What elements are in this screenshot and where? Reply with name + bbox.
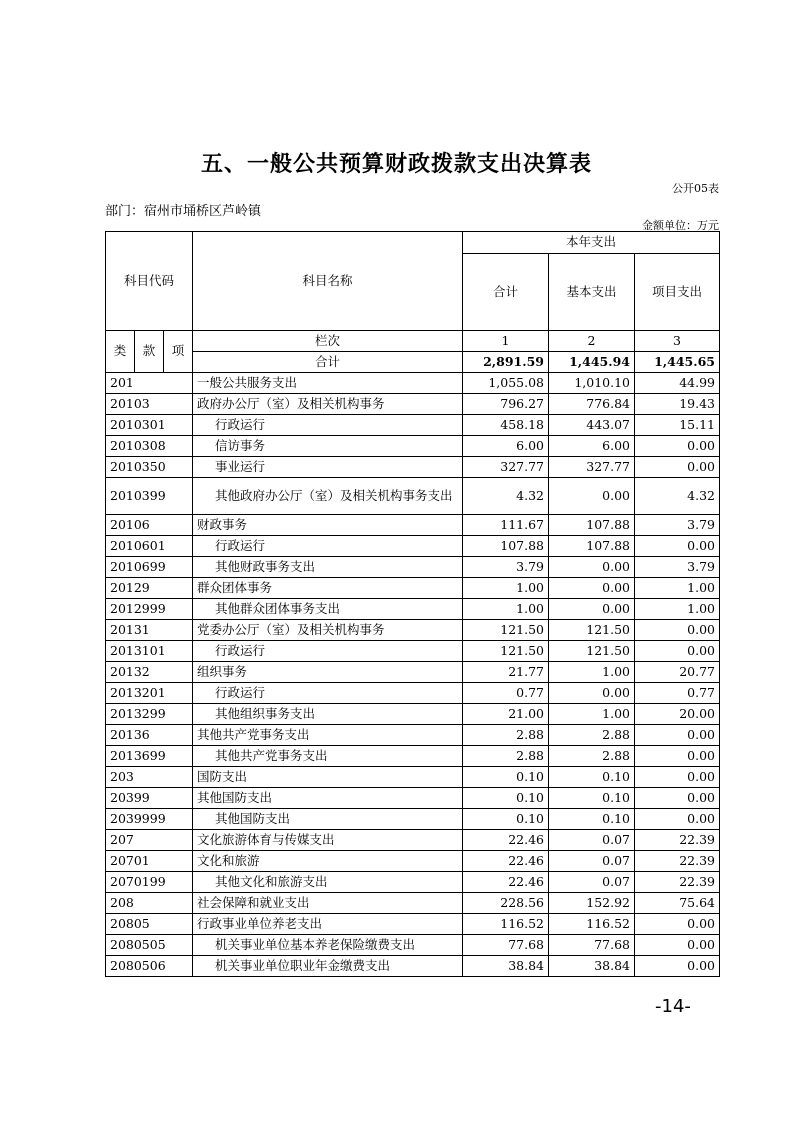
row-project: 0.00 — [635, 935, 720, 956]
header-kuan: 款 — [135, 331, 164, 373]
row-project: 75.64 — [635, 893, 720, 914]
row-code: 20132 — [106, 662, 193, 683]
row-total: 107.88 — [463, 536, 549, 557]
row-total: 121.50 — [463, 641, 549, 662]
summary-label: 合计 — [193, 352, 463, 373]
header-basic: 基本支出 — [549, 254, 635, 331]
row-basic: 327.77 — [549, 457, 635, 478]
row-name: 群众团体事务 — [193, 578, 463, 599]
row-project: 20.00 — [635, 704, 720, 725]
row-name: 行政运行 — [193, 683, 463, 704]
row-total: 327.77 — [463, 457, 549, 478]
row-project: 0.00 — [635, 809, 720, 830]
row-project: 19.43 — [635, 394, 720, 415]
table-row — [106, 767, 720, 788]
row-project: 0.00 — [635, 620, 720, 641]
row-name: 其他共产党事务支出 — [193, 746, 463, 767]
row-total: 6.00 — [463, 436, 549, 457]
row-project: 0.00 — [635, 914, 720, 935]
summary-total: 2,891.59 — [463, 352, 549, 373]
row-name: 财政事务 — [193, 515, 463, 536]
table-row — [106, 809, 720, 830]
header-project: 项目支出 — [635, 254, 720, 331]
table-row — [106, 872, 720, 893]
row-code: 207 — [106, 830, 193, 851]
row-total: 22.46 — [463, 872, 549, 893]
row-code: 20131 — [106, 620, 193, 641]
row-project: 22.39 — [635, 872, 720, 893]
row-code: 20136 — [106, 725, 193, 746]
row-code: 2039999 — [106, 809, 193, 830]
row-basic: 77.68 — [549, 935, 635, 956]
row-name: 其他共产党事务支出 — [193, 725, 463, 746]
row-total: 38.84 — [463, 956, 549, 977]
table-row — [106, 746, 720, 767]
row-basic: 6.00 — [549, 436, 635, 457]
row-total: 796.27 — [463, 394, 549, 415]
row-code: 20399 — [106, 788, 193, 809]
row-project: 0.00 — [635, 457, 720, 478]
row-total: 1.00 — [463, 599, 549, 620]
row-code: 20129 — [106, 578, 193, 599]
row-code: 20805 — [106, 914, 193, 935]
row-basic: 116.52 — [549, 914, 635, 935]
department-label: 部门：宿州市埇桥区芦岭镇 — [105, 204, 262, 219]
row-basic: 107.88 — [549, 536, 635, 557]
row-project: 0.00 — [635, 536, 720, 557]
row-total: 21.00 — [463, 704, 549, 725]
row-name: 文化旅游体育与传媒支出 — [193, 830, 463, 851]
row-total: 22.46 — [463, 851, 549, 872]
row-code: 20106 — [106, 515, 193, 536]
row-project: 0.00 — [635, 641, 720, 662]
row-basic: 0.10 — [549, 809, 635, 830]
table-row — [106, 704, 720, 725]
row-code: 2012999 — [106, 599, 193, 620]
row-code: 208 — [106, 893, 193, 914]
row-basic: 0.07 — [549, 872, 635, 893]
row-basic: 0.10 — [549, 767, 635, 788]
row-total: 3.79 — [463, 557, 549, 578]
row-basic: 2.88 — [549, 725, 635, 746]
table-row — [106, 788, 720, 809]
row-project: 4.32 — [635, 478, 720, 515]
table-row — [106, 914, 720, 935]
row-project: 3.79 — [635, 515, 720, 536]
table-row — [106, 662, 720, 683]
row-name: 行政运行 — [193, 641, 463, 662]
row-code: 2010350 — [106, 457, 193, 478]
table-row — [106, 515, 720, 536]
expenditure-table — [105, 231, 720, 977]
table-row — [106, 851, 720, 872]
row-name: 机关事业单位职业年金缴费支出 — [193, 956, 463, 977]
row-code: 2080506 — [106, 956, 193, 977]
row-total: 116.52 — [463, 914, 549, 935]
row-basic: 0.00 — [549, 599, 635, 620]
header-name: 科目名称 — [193, 232, 463, 331]
row-code: 2010601 — [106, 536, 193, 557]
row-project: 1.00 — [635, 578, 720, 599]
row-name: 其他文化和旅游支出 — [193, 872, 463, 893]
row-name: 其他组织事务支出 — [193, 704, 463, 725]
row-name: 行政事业单位养老支出 — [193, 914, 463, 935]
row-name: 其他国防支出 — [193, 788, 463, 809]
header-lei: 类 — [106, 331, 135, 373]
row-basic: 152.92 — [549, 893, 635, 914]
row-code: 203 — [106, 767, 193, 788]
table-row — [106, 935, 720, 956]
table-row — [106, 436, 720, 457]
header-year-total: 本年支出 — [463, 232, 720, 254]
row-code: 20103 — [106, 394, 193, 415]
row-project: 0.00 — [635, 725, 720, 746]
row-project: 0.00 — [635, 767, 720, 788]
row-total: 21.77 — [463, 662, 549, 683]
row-code: 2013101 — [106, 641, 193, 662]
header-col-3: 3 — [635, 331, 720, 352]
row-project: 0.00 — [635, 956, 720, 977]
row-name: 党委办公厅（室）及相关机构事务 — [193, 620, 463, 641]
table-row — [106, 956, 720, 977]
table-row — [106, 415, 720, 436]
row-project: 15.11 — [635, 415, 720, 436]
table-row — [106, 641, 720, 662]
table-row — [106, 620, 720, 641]
row-name: 政府办公厅（室）及相关机构事务 — [193, 394, 463, 415]
row-total: 2.88 — [463, 746, 549, 767]
row-basic: 38.84 — [549, 956, 635, 977]
row-basic: 0.00 — [549, 578, 635, 599]
unit-label: 金额单位：万元 — [642, 219, 719, 232]
row-basic: 0.00 — [549, 683, 635, 704]
row-code: 2013699 — [106, 746, 193, 767]
page-title: 五、一般公共预算财政拨款支出决算表 — [200, 152, 592, 177]
header-xiang: 项 — [164, 331, 193, 373]
row-total: 111.67 — [463, 515, 549, 536]
row-total: 1,055.08 — [463, 373, 549, 394]
row-name: 文化和旅游 — [193, 851, 463, 872]
row-code: 2010399 — [106, 478, 193, 515]
row-name: 行政运行 — [193, 415, 463, 436]
row-total: 22.46 — [463, 830, 549, 851]
table-row — [106, 599, 720, 620]
row-project: 0.00 — [635, 746, 720, 767]
table-row — [106, 893, 720, 914]
row-basic: 0.07 — [549, 851, 635, 872]
row-project: 1.00 — [635, 599, 720, 620]
row-total: 4.32 — [463, 478, 549, 515]
header-code: 科目代码 — [106, 232, 193, 331]
row-name: 其他群众团体事务支出 — [193, 599, 463, 620]
row-project: 44.99 — [635, 373, 720, 394]
row-total: 0.77 — [463, 683, 549, 704]
summary-basic: 1,445.94 — [549, 352, 635, 373]
row-name: 事业运行 — [193, 457, 463, 478]
row-name: 组织事务 — [193, 662, 463, 683]
row-total: 1.00 — [463, 578, 549, 599]
summary-project: 1,445.65 — [635, 352, 720, 373]
table-row — [106, 578, 720, 599]
row-total: 458.18 — [463, 415, 549, 436]
row-code: 20701 — [106, 851, 193, 872]
row-name: 其他政府办公厅（室）及相关机构事务支出 — [193, 478, 463, 515]
row-basic: 2.88 — [549, 746, 635, 767]
page-number: -14- — [655, 996, 691, 1017]
row-project: 22.39 — [635, 830, 720, 851]
row-total: 2.88 — [463, 725, 549, 746]
row-code: 2013299 — [106, 704, 193, 725]
table-row — [106, 478, 720, 515]
row-code: 2010308 — [106, 436, 193, 457]
row-code: 2010301 — [106, 415, 193, 436]
header-total: 合计 — [463, 254, 549, 331]
row-basic: 0.00 — [549, 478, 635, 515]
row-name: 行政运行 — [193, 536, 463, 557]
table-row — [106, 830, 720, 851]
row-project: 0.00 — [635, 436, 720, 457]
row-code: 201 — [106, 373, 193, 394]
row-code: 2070199 — [106, 872, 193, 893]
table-row — [106, 457, 720, 478]
table-row — [106, 536, 720, 557]
row-basic: 1.00 — [549, 662, 635, 683]
row-basic: 443.07 — [549, 415, 635, 436]
row-basic: 107.88 — [549, 515, 635, 536]
row-name: 信访事务 — [193, 436, 463, 457]
row-basic: 0.10 — [549, 788, 635, 809]
form-number: 公开05表 — [672, 182, 719, 195]
row-code: 2010699 — [106, 557, 193, 578]
table-row — [106, 725, 720, 746]
row-total: 0.10 — [463, 788, 549, 809]
row-code: 2080505 — [106, 935, 193, 956]
row-name: 其他财政事务支出 — [193, 557, 463, 578]
row-basic: 0.00 — [549, 557, 635, 578]
table-row — [106, 373, 720, 394]
row-project: 20.77 — [635, 662, 720, 683]
header-col-label: 栏次 — [193, 331, 463, 352]
table-row — [106, 557, 720, 578]
table-row — [106, 683, 720, 704]
row-basic: 121.50 — [549, 620, 635, 641]
row-total: 228.56 — [463, 893, 549, 914]
row-project: 0.77 — [635, 683, 720, 704]
row-total: 121.50 — [463, 620, 549, 641]
header-col-1: 1 — [463, 331, 549, 352]
row-total: 0.10 — [463, 809, 549, 830]
row-project: 3.79 — [635, 557, 720, 578]
row-name: 社会保障和就业支出 — [193, 893, 463, 914]
row-basic: 1.00 — [549, 704, 635, 725]
row-name: 机关事业单位基本养老保险缴费支出 — [193, 935, 463, 956]
header-col-2: 2 — [549, 331, 635, 352]
row-project: 0.00 — [635, 788, 720, 809]
row-name: 国防支出 — [193, 767, 463, 788]
row-basic: 0.07 — [549, 830, 635, 851]
row-name: 其他国防支出 — [193, 809, 463, 830]
row-code: 2013201 — [106, 683, 193, 704]
row-basic: 1,010.10 — [549, 373, 635, 394]
row-total: 0.10 — [463, 767, 549, 788]
row-project: 22.39 — [635, 851, 720, 872]
table-row — [106, 394, 720, 415]
row-total: 77.68 — [463, 935, 549, 956]
row-name: 一般公共服务支出 — [193, 373, 463, 394]
row-basic: 776.84 — [549, 394, 635, 415]
row-basic: 121.50 — [549, 641, 635, 662]
